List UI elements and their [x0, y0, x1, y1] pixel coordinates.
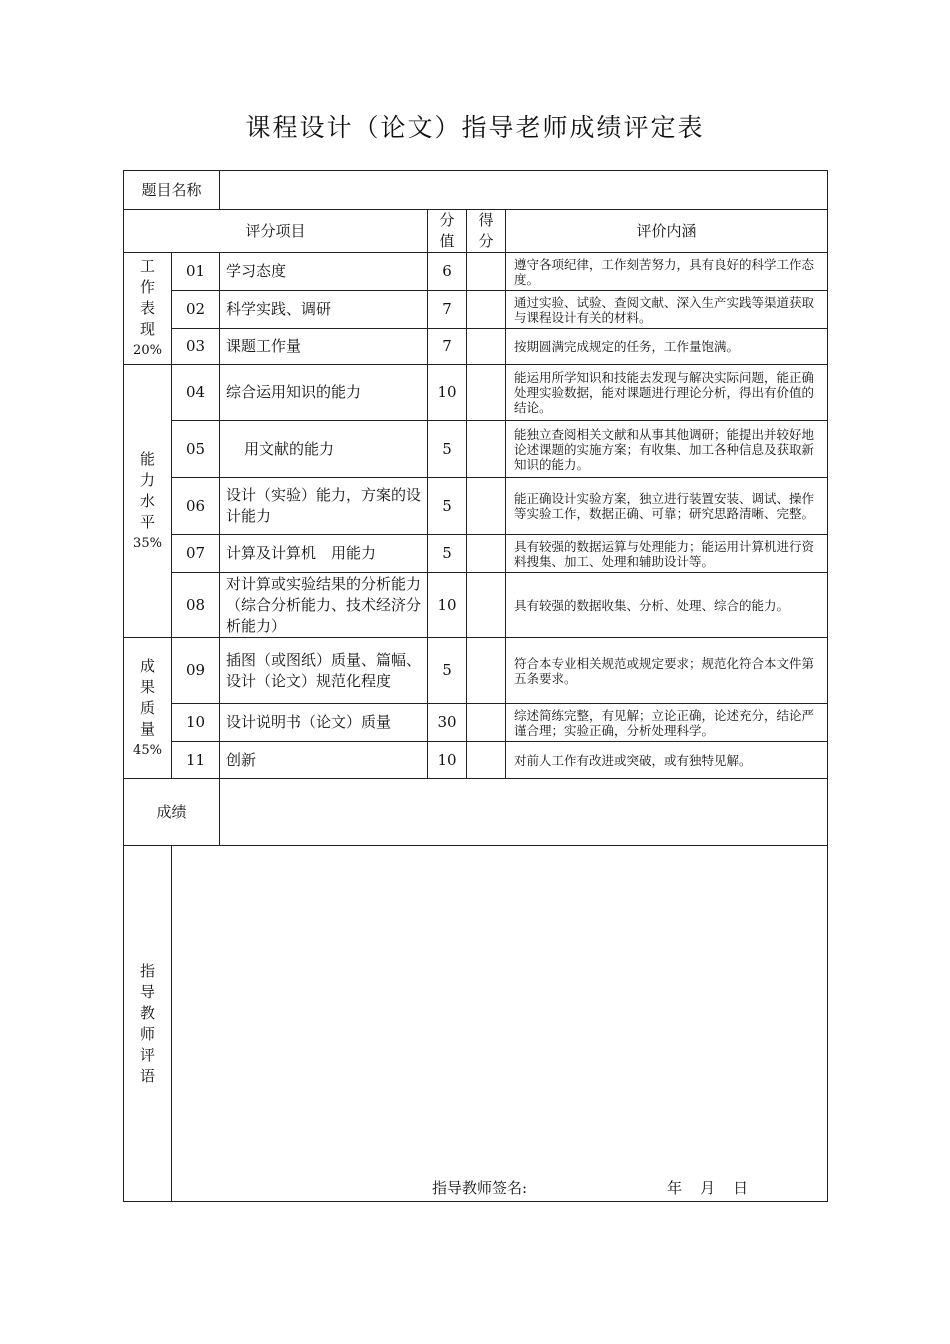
row-item: 设计说明书（论文）质量: [220, 704, 428, 742]
row-item: 对计算或实验结果的分析能力（综合分析能力、技术经济分析能力）: [220, 573, 428, 638]
table-row: [124, 742, 828, 779]
row-description: 通过实验、试验、查阅文献、深入生产实践等渠道获取与课程设计有关的材料。: [506, 291, 828, 329]
row-full-score: 5: [428, 478, 467, 535]
row-description: 具有较强的数据运算与处理能力；能运用计算机进行资料搜集、加工、处理和辅助设计等。: [506, 535, 828, 573]
table-row: [124, 421, 828, 478]
row-full-score: 5: [428, 638, 467, 704]
row-number: 07: [172, 535, 220, 573]
header-full-score-l2: 值: [439, 232, 455, 250]
topic-row: [124, 171, 828, 210]
topic-field[interactable]: [220, 171, 828, 210]
row-full-score: 10: [428, 573, 467, 638]
topic-label: 题目名称: [124, 171, 220, 210]
row-item: 设计（实验）能力，方案的设计能力: [220, 478, 428, 535]
row-full-score: 6: [428, 253, 467, 291]
row-score-field[interactable]: [467, 421, 506, 478]
row-full-score: 30: [428, 704, 467, 742]
comment-label: 指 导 教 师 评 语: [124, 846, 172, 1202]
row-number: 01: [172, 253, 220, 291]
row-score-field[interactable]: [467, 704, 506, 742]
row-full-score: 7: [428, 291, 467, 329]
table-row: [124, 253, 828, 291]
signature-year: 年: [667, 1179, 683, 1197]
signature-label: 指导教师签名:: [432, 1179, 528, 1197]
row-description: 能正确设计实验方案，独立进行装置安装、调试、操作等实验工作，数据正确、可靠；研究思路清晰、完整。: [506, 478, 828, 535]
row-description: 能运用所学知识和技能去发现与解决实际问题，能正确处理实验数据，能对课题进行理论分析，得出有价值的结论。: [506, 365, 828, 421]
signature-day: 日: [733, 1179, 749, 1197]
row-full-score: 7: [428, 329, 467, 365]
row-number: 09: [172, 638, 220, 704]
table-row: [124, 535, 828, 573]
row-score-field[interactable]: [467, 291, 506, 329]
category-ability: 能 力 水 平 35%: [124, 365, 172, 638]
table-row: [124, 365, 828, 421]
header-row: [124, 210, 828, 253]
row-description: 符合本专业相关规范或规定要求；规范化符合本文件第五条要求。: [506, 638, 828, 704]
result-field[interactable]: [220, 779, 828, 846]
row-description: 按期圆满完成规定的任务，工作量饱满。: [506, 329, 828, 365]
grade-table: [123, 170, 828, 1202]
row-item: 课题工作量: [220, 329, 428, 365]
row-number: 02: [172, 291, 220, 329]
row-score-field[interactable]: [467, 253, 506, 291]
row-full-score: 10: [428, 365, 467, 421]
category-result: 成 果 质 量 45%: [124, 638, 172, 779]
row-description: 对前人工作有改进或突破，或有独特见解。: [506, 742, 828, 779]
row-score-field[interactable]: [467, 742, 506, 779]
row-full-score: 5: [428, 421, 467, 478]
row-number: 11: [172, 742, 220, 779]
table-row: [124, 638, 828, 704]
row-number: 08: [172, 573, 220, 638]
row-number: 04: [172, 365, 220, 421]
row-score-field[interactable]: [467, 478, 506, 535]
header-score: [467, 210, 506, 253]
result-row: [124, 779, 828, 846]
header-meaning: 评价内涵: [506, 210, 828, 253]
row-number: 06: [172, 478, 220, 535]
row-number: 03: [172, 329, 220, 365]
row-score-field[interactable]: [467, 365, 506, 421]
table-row: [124, 329, 828, 365]
row-item: 综合运用知识的能力: [220, 365, 428, 421]
row-score-field[interactable]: [467, 329, 506, 365]
result-label: 成绩: [124, 779, 220, 846]
table-row: [124, 704, 828, 742]
header-score-l2: 分: [478, 232, 494, 250]
row-score-field[interactable]: [467, 638, 506, 704]
row-item: 科学实践、调研: [220, 291, 428, 329]
table-row: [124, 291, 828, 329]
row-item: 学习态度: [220, 253, 428, 291]
header-item: 评分项目: [124, 210, 428, 253]
category-work: 工 作 表 现 20%: [124, 253, 172, 365]
comment-row: [124, 846, 828, 1202]
comment-field[interactable]: [172, 846, 828, 1202]
header-full-score: [428, 210, 467, 253]
row-number: 05: [172, 421, 220, 478]
row-item: 插图（或图纸）质量、篇幅、设计（论文）规范化程度: [220, 638, 428, 704]
header-score-l1: 得: [478, 211, 494, 229]
row-item: 创新: [220, 742, 428, 779]
table-row: [124, 478, 828, 535]
signature-line: [432, 1178, 766, 1199]
row-description: 具有较强的数据收集、分析、处理、综合的能力。: [506, 573, 828, 638]
row-item: 用文献的能力: [220, 421, 428, 478]
row-full-score: 5: [428, 535, 467, 573]
page-title: 课程设计（论文）指导老师成绩评定表: [245, 113, 705, 142]
row-full-score: 10: [428, 742, 467, 779]
row-item: 计算及计算机 用能力: [220, 535, 428, 573]
row-score-field[interactable]: [467, 573, 506, 638]
table-row: [124, 573, 828, 638]
row-description: 综述简练完整，有见解；立论正确，论述充分，结论严谨合理；实验正确，分析处理科学。: [506, 704, 828, 742]
signature-month: 月: [700, 1179, 716, 1197]
row-description: 遵守各项纪律，工作刻苦努力，具有良好的科学工作态度。: [506, 253, 828, 291]
row-number: 10: [172, 704, 220, 742]
row-description: 能独立查阅相关文献和从事其他调研；能提出并较好地论述课题的实施方案；有收集、加工各种信息及获取新知识的能力。: [506, 421, 828, 478]
header-full-score-l1: 分: [439, 211, 455, 229]
row-score-field[interactable]: [467, 535, 506, 573]
